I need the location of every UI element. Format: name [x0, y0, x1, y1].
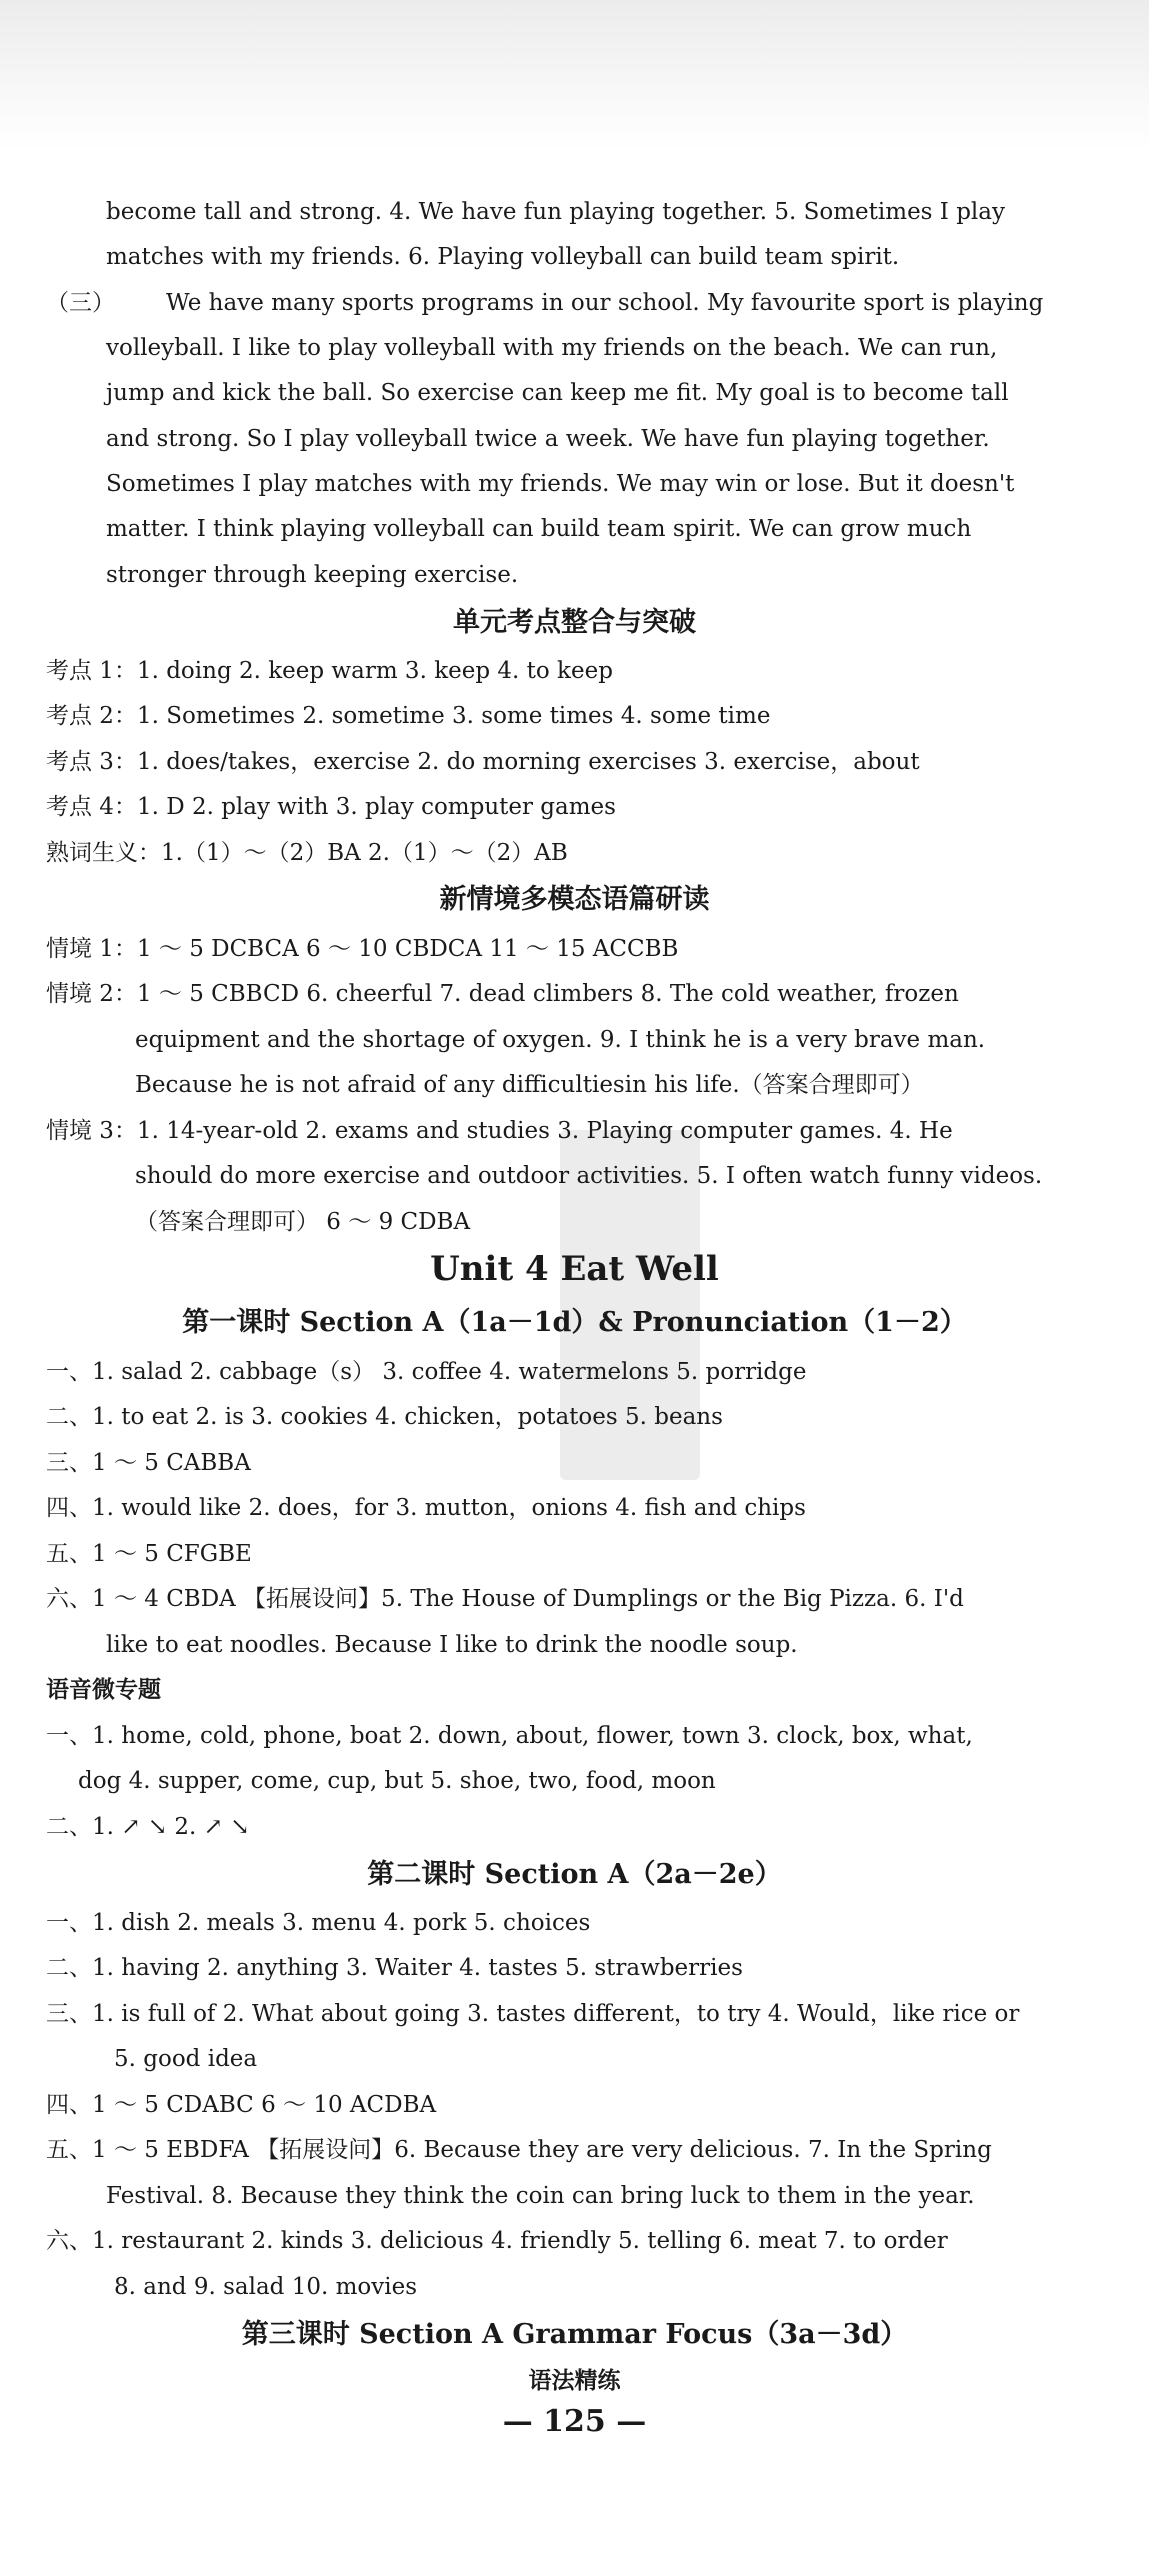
answer-line: Because he is not afraid of any difficultiesin his life.（答案合理即可） [135, 1072, 924, 1098]
answer-line: 8. and 9. salad 10. movies [114, 2274, 417, 2300]
answer-line: Festival. 8. Because they think the coin can bring luck to them in the year. [106, 2183, 975, 2209]
answer-line: （答案合理即可） 6 ～ 9 CDBA [135, 1209, 471, 1235]
answer-line: 考点 1：1. doing 2. keep warm 3. keep 4. to keep [46, 658, 613, 684]
essay-line: and strong. So I play volleyball twice a week. We have fun playing together. [106, 426, 990, 452]
essay-label: （三） [46, 290, 115, 316]
answer-line: 一、1. home, cold, phone, boat 2. down, about, flower, town 3. clock, box, what, [46, 1723, 973, 1749]
essay-line: matter. I think playing volleyball can build team spirit. We can grow much [106, 516, 972, 542]
answer-line: 情境 3：1. 14-year-old 2. exams and studies 3. Playing computer games. 4. He [46, 1118, 953, 1144]
answer-line: equipment and the shortage of oxygen. 9. I think he is a very brave man. [135, 1027, 986, 1053]
section-title: 新情境多模态语篇研读 [439, 884, 710, 915]
lesson-title: 第二课时 Section A（2a－2e） [367, 1859, 782, 1890]
answer-line: 二、1. ↗ ↘ 2. ↗ ↘ [46, 1814, 250, 1840]
answer-line: dog 4. supper, come, cup, but 5. shoe, two, food, moon [78, 1768, 716, 1794]
answer-line: 情境 1：1 ～ 5 DCBCA 6 ～ 10 CBDCA 11 ～ 15 ACCBB [46, 936, 679, 962]
essay-line: Sometimes I play matches with my friends. We may win or lose. But it doesn't [106, 471, 1015, 497]
answer-line: 五、1 ～ 5 CFGBE [46, 1541, 252, 1567]
answer-line: 考点 4：1. D 2. play with 3. play computer games [46, 794, 616, 820]
answer-line: 一、1. salad 2. cabbage（s） 3. coffee 4. watermelons 5. porridge [46, 1359, 807, 1385]
answer-line: 一、1. dish 2. meals 3. menu 4. pork 5. choices [46, 1910, 591, 1936]
essay-line: jump and kick the ball. So exercise can keep me fit. My goal is to become tall [106, 380, 1009, 406]
answer-line: 四、1. would like 2. does，for 3. mutton，onions 4. fish and chips [46, 1495, 806, 1521]
section-title: 单元考点整合与突破 [453, 607, 696, 638]
answer-line: 六、1 ～ 4 CBDA 【拓展设问】5. The House of Dumplings or the Big Pizza. 6. I'd [46, 1586, 964, 1612]
answer-line: 5. good idea [114, 2046, 258, 2072]
answer-line: 考点 2：1. Sometimes 2. sometime 3. some times 4. some time [46, 703, 771, 729]
lesson-title: 第一课时 Section A（1a－1d）& Pronunciation（1－2） [182, 1307, 967, 1338]
answer-line: 二、1. to eat 2. is 3. cookies 4. chicken，potatoes 5. beans [46, 1404, 723, 1430]
essay-line: stronger through keeping exercise. [106, 562, 519, 588]
answer-line: like to eat noodles. Because I like to drink the noodle soup. [106, 1632, 798, 1658]
lesson-title: 第三课时 Section A Grammar Focus（3a－3d） [241, 2319, 908, 2350]
answer-line: 三、1. is full of 2. What about going 3. tastes different，to try 4. Would，like rice or [46, 2001, 1020, 2027]
text-line: become tall and strong. 4. We have fun playing together. 5. Sometimes I play [106, 199, 1005, 225]
unit-title: Unit 4 Eat Well [430, 1249, 719, 1289]
scan-shadow [0, 0, 1149, 150]
answer-line: 考点 3：1. does/takes，exercise 2. do morning exercises 3. exercise，about [46, 749, 920, 775]
answer-line: 二、1. having 2. anything 3. Waiter 4. tastes 5. strawberries [46, 1955, 743, 1981]
essay-line: volleyball. I like to play volleyball with my friends on the beach. We can run, [106, 335, 998, 361]
text-line: matches with my friends. 6. Playing volleyball can build team spirit. [106, 244, 900, 270]
phonics-title: 语音微专题 [46, 1676, 161, 1703]
essay-line: We have many sports programs in our school. My favourite sport is playing [166, 290, 1044, 316]
answer-line: 四、1 ～ 5 CDABC 6 ～ 10 ACDBA [46, 2092, 437, 2118]
lesson-subtitle: 语法精练 [528, 2367, 621, 2394]
page-number: — 125 — [502, 2404, 647, 2439]
answer-line: should do more exercise and outdoor activities. 5. I often watch funny videos. [135, 1163, 1043, 1189]
answer-line: 六、1. restaurant 2. kinds 3. delicious 4. friendly 5. telling 6. meat 7. to order [46, 2228, 948, 2254]
answer-line: 情境 2：1 ～ 5 CBBCD 6. cheerful 7. dead climbers 8. The cold weather, frozen [46, 981, 959, 1007]
answer-line: 三、1 ～ 5 CABBA [46, 1450, 251, 1476]
answer-line: 熟词生义：1.（1）～（2）BA 2.（1）～（2）AB [46, 840, 568, 866]
answer-line: 五、1 ～ 5 EBDFA 【拓展设问】6. Because they are very delicious. 7. In the Spring [46, 2137, 992, 2163]
